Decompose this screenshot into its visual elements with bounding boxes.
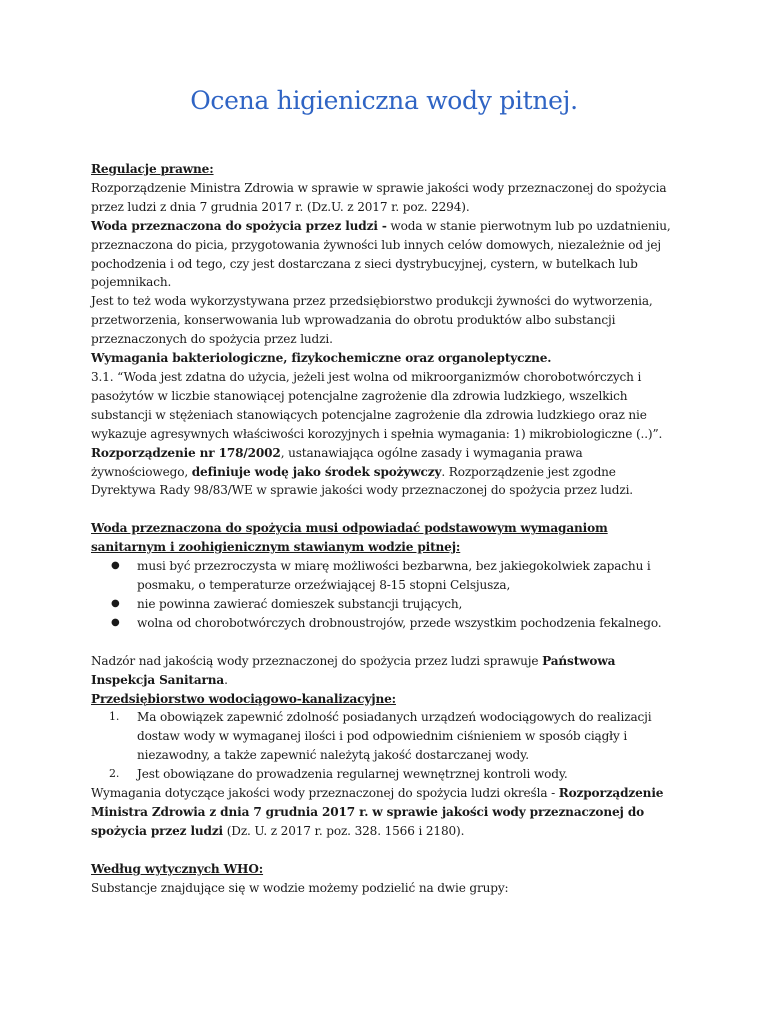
section-heading-sanitarne: Woda przeznaczona do spożycia musi odpowiadać podstawowym wymaganiom sanitarnym i zoohigienicznym stawianym wodzie pitnej: [91,521,608,555]
list-item: ● musi być przezroczysta w miarę możliwości bezbarwna, bez jakiegokolwiek zapachu i posmaku, o temperaturze orzeźwiającej 8-15 stopni Celsjusza, [111,559,651,593]
bullet-icon: ● [111,560,120,572]
bullet-icon: ● [111,597,120,609]
paragraph-rozporzadzenie-178: Rozporządzenie nr 178/2002, ustanawiająca ogólne zasady i wymagania prawa żywnościowego, definiuje wodę jako środek spożywczy. Rozporządzenie jest zgodne Dyrektywa Rady 98/83/WE w sprawie jakości wody przeznaczonej do spożycia przez ludzi. [91,445,633,498]
bullet-list-sanitarne [91,557,681,633]
paragraph-nadzor: Nadzór nad jakością wody przeznaczonej do spożycia przez ludzi sprawuje Państwowa Inspekcja Sanitarna. [91,653,616,687]
section-heading-przedsiebiorstwo: Przedsiębiorstwo wodociągowo-kanalizacyjne: [91,691,396,706]
numbered-list-przedsiebiorstwo [91,708,681,784]
page-title: Ocena higieniczna wody pitnej. [190,86,578,115]
paragraph-punkt-3-1: 3.1. “Woda jest zdatna do użycia, jeżeli jest wolna od mikroorganizmów chorobotwórczych i pasożytów w liczbie stanowiącej potencjalne zagrożenie dla zdrowia ludzkiego, wszelkich substancji w stężeniach stanowiących potencjalne zagrożenie dla zdrowia ludzkiego oraz nie wykazuje agresywnych właściwości korozyjnych i spełnia wymagania: 1) mikrobiologiczne (..)”. [91,369,663,441]
paragraph-who: Substancje znajdujące się w wodzie możemy podzielić na dwie grupy: [91,880,509,895]
list-item: 1. Ma obowiązek zapewnić zdolność posiadanych urządzeń wodociągowych do realizacji dostaw wody w wymaganej ilości i pod odpowiednim ciśnieniem w sposób ciągły i niezawodny, a także zapewnić należytą jakość dostarczanej wody. [109,710,652,763]
document-body [91,160,681,898]
bullet-icon: ● [111,616,120,628]
list-item: ● wolna od chorobotwórczych drobnoustrojów, przede wszystkim pochodzenia fekalnego. [137,614,681,633]
section-heading-regulacje: Regulacje prawne: [91,162,214,176]
list-item: ● nie powinna zawierać domieszek substancji trujących, [137,595,681,614]
paragraph-woda-przedsiebiorstwo: Jest to też woda wykorzystywana przez przedsiębiorstwo produkcji żywności do wytworzenia, przetworzenia, konserwowania lub wprowadzania do obrotu produktów albo substancji przeznaczonych do spożycia przez ludzi. [91,294,653,347]
paragraph-woda-definition: Woda przeznaczona do spożycia przez ludzi - woda w stanie pierwotnym lub po uzdatnieniu, przeznaczona do picia, przygotowania żywności lub innych celów domowych, niezależnie od jej pochodzenia i od tego, czy jest dostarczana z sieci dystrybucyjnej, cystern, w butelkach lub pojemnikach. [91,218,671,290]
paragraph-wymagania-jakosci: Wymagania dotyczące jakości wody przeznaczonej do spożycia ludzi określa - Rozporządzenie Ministra Zdrowia z dnia 7 grudnia 2017 r. w sprawie jakości wody przeznaczonej do spożycia przez ludzi (Dz. U. z 2017 r. poz. 328. 1566 i 2180). [91,786,664,838]
list-item: 2. Jest obowiązane do prowadzenia regularnej wewnętrznej kontroli wody. [109,767,568,782]
section-heading-who: Według wytycznych WHO: [91,861,264,876]
paragraph-rozporzadzenie: Rozporządzenie Ministra Zdrowia w sprawie w sprawie jakości wody przeznaczonej do spożycia przez ludzi z dnia 7 grudnia 2017 r. (Dz.U. z 2017 r. poz. 2294). [91,180,667,214]
paragraph-wymagania-heading: Wymagania bakteriologiczne, fizykochemiczne oraz organoleptyczne. [91,351,552,366]
